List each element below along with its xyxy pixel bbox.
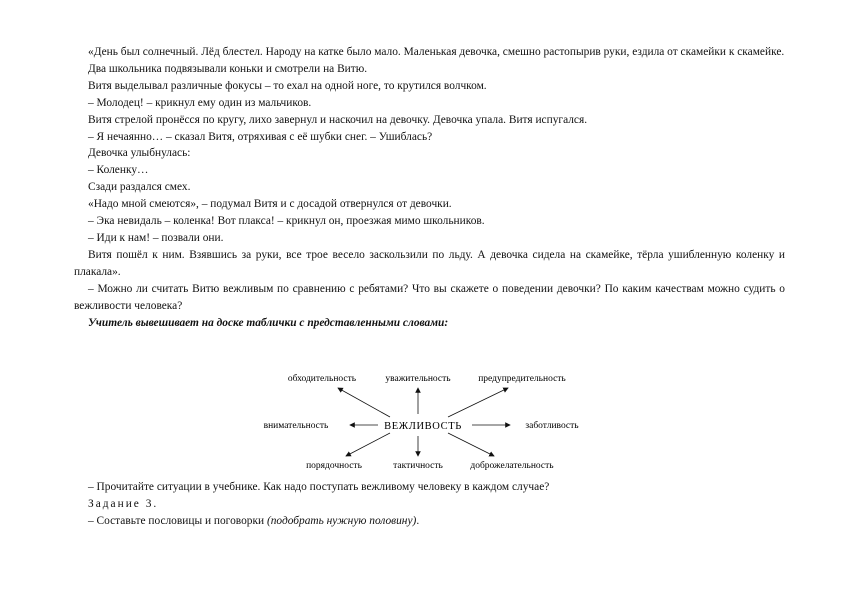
paragraph: – Можно ли считать Витю вежливым по сравнению с ребятами? Что вы скажете о поведении девочки? По каким качествам можно судить о вежливости человека? (74, 282, 785, 312)
paragraph: – Молодец! – крикнул ему один из мальчиков. (88, 96, 312, 109)
diagram-word-top-right: предупредительность (478, 374, 566, 384)
diagram-word-bottom-left: порядочность (306, 461, 362, 471)
teacher-note: Учитель вывешивает на доске таблички с представленными словами: (88, 316, 449, 329)
paragraph: – Эка невидаль – коленка! Вот плакса! – крикнул он, проезжая мимо школьников. (88, 215, 485, 228)
paragraph: Два школьника подвязывали коньки и смотрели на Витю. (88, 62, 368, 75)
textbook-question: – Прочитайте ситуации в учебнике. Как надо поступать вежливому человеку в каждом случае? (88, 481, 550, 493)
diagram-word-bottom-center: тактичность (393, 461, 443, 471)
diagram-center-word: ВЕЖЛИВОСТЬ (384, 421, 462, 432)
paragraph: Витя пошёл к ним. Взявшись за руки, все трое весело заскользили по льду. А девочка сидела на скамейке, тёрла ушибленную коленку и плакала». (74, 248, 785, 278)
paragraph: – Коленку… (88, 164, 149, 177)
task-title: Задание 3. (88, 497, 159, 510)
task-hint: (подобрать нужную половину) (266, 514, 417, 527)
task-instruction (74, 513, 785, 530)
arrow-bottom-right (448, 433, 494, 456)
paragraph: «День был солнечный. Лёд блестел. Народу на катке было мало. Маленькая девочка, смешно растопырив руки, ездила от скамейки к скамейке. (88, 46, 785, 58)
diagram-word-left: внимательность (263, 421, 329, 431)
diagram-word-right: заботливость (525, 421, 579, 431)
diagram-word-top-center: уважительность (385, 374, 451, 384)
arrow-top-left (338, 388, 390, 417)
task-end: . (416, 514, 420, 527)
paragraph: – Иди к нам! – позвали они. (88, 231, 224, 244)
paragraph: «Надо мной смеются», – подумал Витя и с досадой отвернулся от девочки. (88, 198, 452, 211)
politeness-diagram (250, 368, 590, 478)
paragraph: – Я нечаянно… – сказал Витя, отряхивая с её шубки снег. – Ушиблась? (88, 130, 433, 143)
paragraph: Витя выделывал различные фокусы – то ехал на одной ноге, то крутился волчком. (88, 79, 487, 92)
arrow-top-right (448, 388, 508, 417)
paragraph: Витя стрелой пронёсся по кругу, лихо завернул и наскочил на девочку. Девочка упала. Витя испугался. (88, 113, 588, 126)
arrow-bottom-left (346, 433, 390, 456)
paragraph: Сзади раздался смех. (88, 181, 191, 194)
task-text: – Составьте пословицы и поговорки (88, 514, 267, 527)
diagram-word-top-left: обходительность (287, 374, 357, 384)
diagram-word-bottom-right: доброжелательность (470, 461, 554, 471)
task-section (74, 479, 785, 530)
paragraph: Девочка улыбнулась: (88, 147, 191, 160)
story-text (74, 44, 785, 331)
